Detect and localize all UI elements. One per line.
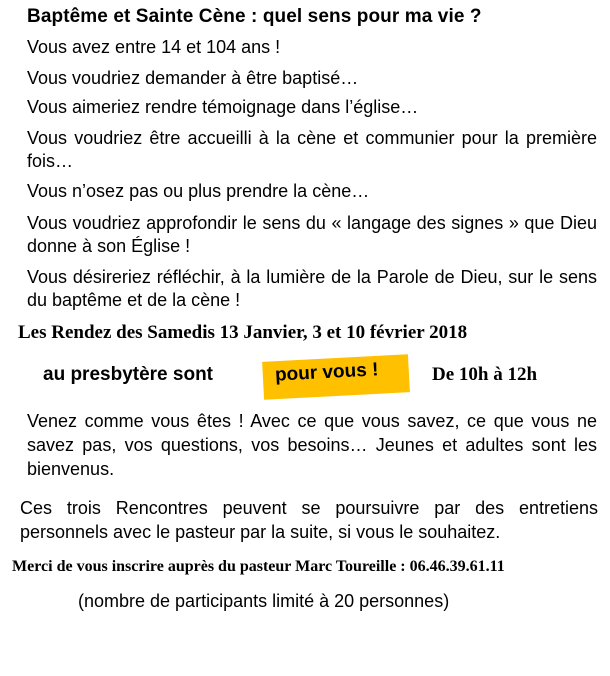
question-item: Vous désireriez réfléchir, à la lumière de la Parole de Dieu, sur le sens du baptême et de la cène ! <box>27 267 597 310</box>
question-item: Vous voudriez être accueilli à la cène et communier pour la première fois… <box>27 128 597 171</box>
followup-paragraph: Ces trois Rencontres peuvent se poursuivre par des entretiens personnels avec le pasteur par la suite, si vous le souhaitez. <box>20 498 598 542</box>
participant-limit: (nombre de participants limité à 20 personnes) <box>78 591 450 611</box>
welcome-paragraph: Venez comme vous êtes ! Avec ce que vous savez, ce que vous ne savez pas, vos questions, vos besoins… Jeunes et adultes sont les bienvenus. <box>27 411 597 479</box>
registration-contact: Merci de vous inscrire auprès du pasteur Marc Toureille : 06.46.39.61.11 <box>12 558 505 575</box>
question-item: Vous voudriez demander à être baptisé… <box>27 68 359 88</box>
hours-label: De 10h à 12h <box>432 364 538 385</box>
question-item: Vous n’osez pas ou plus prendre la cène… <box>27 181 370 201</box>
question-item: Vous voudriez approfondir le sens du « langage des signes » que Dieu donne à son Église ! <box>27 213 597 256</box>
page-title: Baptême et Sainte Cène : quel sens pour ma vie ? <box>27 6 482 27</box>
question-item: Vous avez entre 14 et 104 ans ! <box>27 37 281 57</box>
presbytere-label: au presbytère sont <box>43 364 213 385</box>
question-item: Vous aimeriez rendre témoignage dans l’église… <box>27 97 419 117</box>
rendezvous-dates: Les Rendez des Samedis 13 Janvier, 3 et 10 février 2018 <box>18 322 468 343</box>
badge-label: pour vous ! <box>274 359 379 386</box>
